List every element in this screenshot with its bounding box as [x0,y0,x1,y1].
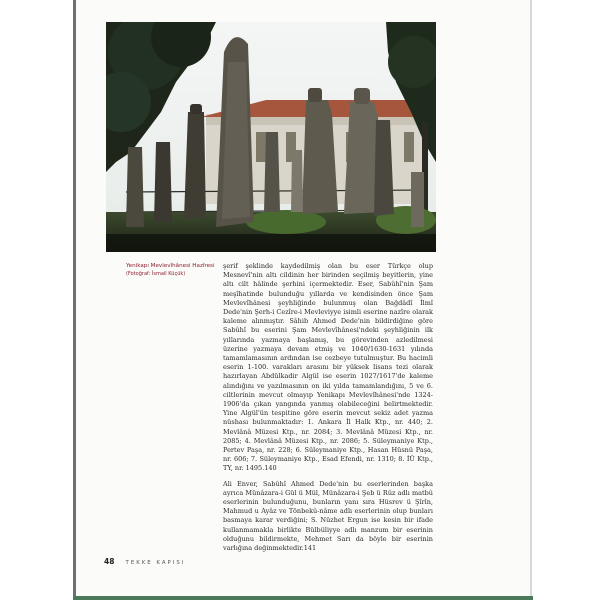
page-edge-right [530,0,532,600]
caption-title: Yenikapı Mevlevîhânesi Hazîresi [126,263,215,269]
paragraph-2: Ali Enver, Sabûhî Ahmed Dede'nin bu eserlerinden başka ayrıca Münâzara-i Gül ü Mül, Münâzara-i Şeb ü Rûz adlı matbû eserlerinin bulunduğunu, bunların yanı sıra Hüsrev ü Şîrîn, Mahmud u Ayâz ve Tönbekû-nâme adlı eserlerinin olup bunları basmaya karar verdiğini; S. Nüzhet Ergun ise kesin bir ifade kullanmamakla birlikte Bülbüliyye adlı manzum bir eserinin olduğunu bildirmekte, Mehmet Sarı da böyle bir eserinin varlığına değinmektedir.141 [223,479,433,553]
page-number: 48 [104,557,115,566]
article-body [223,262,433,553]
journal-title: TEKKE KAPISI [125,560,186,566]
page-edge-bottom [73,596,533,600]
photo-caption [126,262,215,278]
photo-cemetery-gravestones-icon [106,22,436,252]
page-footer [104,549,185,568]
paragraph-1: şerif şeklinde kaydedilmiş olan bu eser Türkçe olup Mesnevî'nin altı cildinin her birinden seçilmiş beyitlerin, yine altı cilt hâlinde şerhini içermektedir. Eser, Sabûhî'nin Şam meşîhatinde bulunduğu yıllarda ve kendisinden önce Şam Mevlevîhânesi şeyhliğinde bulunmuş olan Bağdâdî İlmî Dede'nin Şerh-i Cezîre-i Mevleviyye isimli eserine nazîre olarak kaleme alınmıştır. Sâhib Ahmed Dede'nin bildirdiğine göre Sabûhî bu eserini Şam Mevlevîhânesi'ndeki şeyhliğinin ilk yıllarında yazmaya başlamış, bu görevinden azledilmesi üzerine yazmaya devam etmiş ve 1040/1630-1631 yılında tamamlamasının ardından ise cezbeye tutulmuştur. Bu hacimli eserin 1-100. varakları arasını bir yüksek lisans tezi olarak hazırlayan Abdülkadir Algül ise eserin 1027/1617'de kaleme alındığını ve yazılmasının on iki yılda tamamlandığını, 5 ve 6. ciltlerinin mevcut olmayıp Yenikapı Mevlevîhânesi'nde 1324-1906'da çıkan yangında yanmış olabileceğini belirtmektedir. Yine Algül'ün tespitine göre eserin mevcut sekiz adet yazma nüshası bulunmaktadır: 1. Ankara İl Halk Ktp., nr. 440; 2. Mevlânâ Müzesi Ktp., nr. 2084; 3. Mevlânâ Müzesi Ktp., nr. 2085; 4. Mevlânâ Müzesi Ktp., nr. 2086; 5. Süleymaniye Ktp., Pertev Paşa, nr. 228; 6. Süleymaniye Ktp., Hasan Hüsnü Paşa, nr. 606; 7. Süleymaniye Ktp., Esad Efendi, nr. 1310; 8. İÜ Ktp., TY, nr. 1495.140 [223,262,433,473]
cemetery-photo [106,22,436,252]
caption-credit: (Fotoğraf: İsmail Küçük) [126,271,186,277]
